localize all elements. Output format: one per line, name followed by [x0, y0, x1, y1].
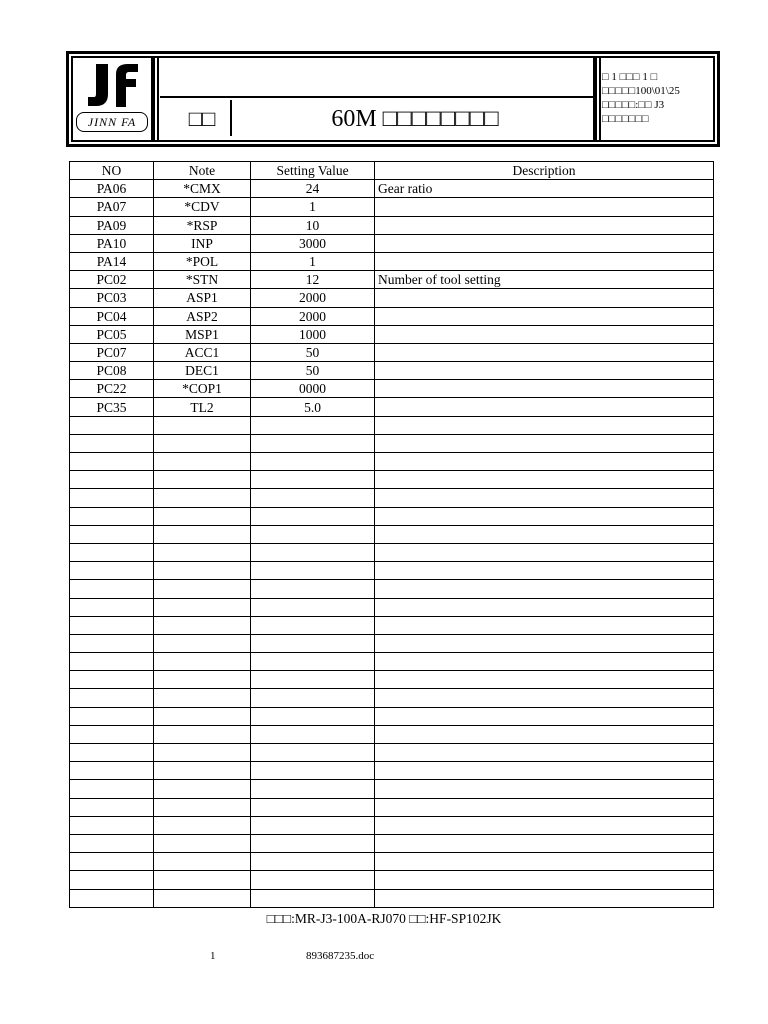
cell-note	[154, 416, 251, 434]
cell-description	[375, 725, 714, 743]
cell-description	[375, 198, 714, 216]
cell-setting-value	[251, 834, 375, 852]
cell-description	[375, 289, 714, 307]
cell-note	[154, 671, 251, 689]
info-line: □□□□□:□□ J3	[602, 99, 665, 111]
table-row-empty	[70, 580, 714, 598]
cell-description	[375, 216, 714, 234]
table-row-empty	[70, 471, 714, 489]
cell-note: MSP1	[154, 325, 251, 343]
table-row-empty	[70, 453, 714, 471]
cell-description	[375, 834, 714, 852]
table-row	[70, 343, 714, 361]
cell-note	[154, 798, 251, 816]
table-row-empty	[70, 434, 714, 452]
table-row	[70, 198, 714, 216]
cell-note: *CMX	[154, 180, 251, 198]
dept-separator	[230, 100, 232, 136]
cell-note	[154, 453, 251, 471]
cell-note	[154, 725, 251, 743]
cell-note: ASP2	[154, 307, 251, 325]
cell-no	[70, 634, 154, 652]
cell-note: *POL	[154, 252, 251, 270]
cell-note	[154, 762, 251, 780]
table-row-empty	[70, 689, 714, 707]
table-header-row	[70, 162, 714, 180]
cell-no	[70, 416, 154, 434]
cell-setting-value	[251, 453, 375, 471]
cell-description	[375, 398, 714, 416]
cell-setting-value	[251, 616, 375, 634]
header-setting-value: Setting Value	[251, 162, 375, 180]
cell-description	[375, 489, 714, 507]
cell-note: *COP1	[154, 380, 251, 398]
cell-note: *RSP	[154, 216, 251, 234]
cell-setting-value	[251, 634, 375, 652]
table-row-empty	[70, 834, 714, 852]
cell-setting-value	[251, 689, 375, 707]
cell-setting-value	[251, 780, 375, 798]
info-line: □□□□□□□	[602, 113, 649, 125]
cell-note	[154, 598, 251, 616]
cell-no	[70, 689, 154, 707]
cell-no	[70, 562, 154, 580]
cell-no: PC35	[70, 398, 154, 416]
cell-no	[70, 616, 154, 634]
cell-setting-value: 24	[251, 180, 375, 198]
document-info-block	[602, 70, 712, 126]
cell-description	[375, 307, 714, 325]
cell-no: PA07	[70, 198, 154, 216]
info-line: □ 1 □□□ 1 □	[602, 71, 658, 83]
cell-no: PC08	[70, 362, 154, 380]
cell-no	[70, 598, 154, 616]
cell-no	[70, 725, 154, 743]
table-row-empty	[70, 562, 714, 580]
cell-note	[154, 889, 251, 907]
cell-note: DEC1	[154, 362, 251, 380]
cell-no	[70, 853, 154, 871]
cell-description	[375, 343, 714, 361]
model-info: □□□:MR-J3-100A-RJ070 □□:HF-SP102JK	[266, 911, 502, 926]
cell-note	[154, 616, 251, 634]
cell-note: *STN	[154, 271, 251, 289]
table-row	[70, 216, 714, 234]
cell-description	[375, 325, 714, 343]
table-row	[70, 325, 714, 343]
table-row-empty	[70, 725, 714, 743]
cell-setting-value	[251, 416, 375, 434]
cell-setting-value: 50	[251, 343, 375, 361]
table-row-empty	[70, 598, 714, 616]
cell-setting-value: 1	[251, 198, 375, 216]
cell-description	[375, 598, 714, 616]
table-row	[70, 362, 714, 380]
cell-note	[154, 471, 251, 489]
cell-note: ACC1	[154, 343, 251, 361]
cell-no	[70, 816, 154, 834]
cell-setting-value: 50	[251, 362, 375, 380]
cell-note: *CDV	[154, 198, 251, 216]
cell-description	[375, 380, 714, 398]
cell-description	[375, 562, 714, 580]
table-row	[70, 289, 714, 307]
cell-no	[70, 525, 154, 543]
table-row-empty	[70, 543, 714, 561]
header-description: Description	[375, 162, 714, 180]
cell-no	[70, 834, 154, 852]
cell-description	[375, 434, 714, 452]
cell-setting-value	[251, 543, 375, 561]
cell-description	[375, 580, 714, 598]
table-row-empty	[70, 634, 714, 652]
cell-description	[375, 525, 714, 543]
table-row-empty	[70, 853, 714, 871]
cell-setting-value: 0000	[251, 380, 375, 398]
header-note: Note	[154, 162, 251, 180]
table-row	[70, 380, 714, 398]
cell-setting-value	[251, 725, 375, 743]
cell-no	[70, 489, 154, 507]
cell-setting-value	[251, 562, 375, 580]
cell-note	[154, 634, 251, 652]
cell-description	[375, 762, 714, 780]
table-row	[70, 180, 714, 198]
cell-description	[375, 889, 714, 907]
cell-no: PC05	[70, 325, 154, 343]
cell-note	[154, 780, 251, 798]
cell-setting-value	[251, 889, 375, 907]
cell-note	[154, 543, 251, 561]
table-row-empty	[70, 616, 714, 634]
cell-setting-value: 2000	[251, 289, 375, 307]
cell-setting-value	[251, 471, 375, 489]
table-row-empty	[70, 671, 714, 689]
table-row	[70, 271, 714, 289]
cell-setting-value	[251, 598, 375, 616]
info-line: □□□□□100\01\25	[602, 85, 680, 97]
cell-description	[375, 616, 714, 634]
cell-note	[154, 853, 251, 871]
cell-description	[375, 744, 714, 762]
cell-note	[154, 707, 251, 725]
table-row-empty	[70, 525, 714, 543]
cell-note	[154, 434, 251, 452]
cell-no	[70, 471, 154, 489]
cell-setting-value: 10	[251, 216, 375, 234]
cell-setting-value	[251, 671, 375, 689]
info-separator	[593, 56, 597, 142]
table-row	[70, 252, 714, 270]
cell-no	[70, 434, 154, 452]
cell-description	[375, 416, 714, 434]
cell-note	[154, 507, 251, 525]
cell-no	[70, 780, 154, 798]
cell-setting-value	[251, 434, 375, 452]
page-number: 1	[210, 950, 216, 962]
cell-no	[70, 671, 154, 689]
cell-no: PC03	[70, 289, 154, 307]
cell-no	[70, 798, 154, 816]
cell-note: INP	[154, 234, 251, 252]
cell-no: PA14	[70, 252, 154, 270]
cell-description	[375, 871, 714, 889]
cell-description	[375, 671, 714, 689]
cell-no	[70, 889, 154, 907]
logo-separator-thin	[157, 56, 159, 142]
cell-setting-value: 3000	[251, 234, 375, 252]
cell-description	[375, 471, 714, 489]
cell-no: PC07	[70, 343, 154, 361]
cell-note	[154, 744, 251, 762]
cell-description	[375, 689, 714, 707]
cell-description	[375, 453, 714, 471]
cell-note: TL2	[154, 398, 251, 416]
table-row	[70, 307, 714, 325]
cell-no	[70, 871, 154, 889]
cell-setting-value	[251, 762, 375, 780]
table-row-empty	[70, 798, 714, 816]
cell-setting-value	[251, 653, 375, 671]
table-row-empty	[70, 416, 714, 434]
cell-setting-value	[251, 525, 375, 543]
table-row	[70, 234, 714, 252]
cell-note	[154, 689, 251, 707]
cell-setting-value	[251, 744, 375, 762]
jf-logo-icon	[82, 60, 142, 110]
table-row-empty	[70, 653, 714, 671]
cell-note	[154, 871, 251, 889]
cell-description	[375, 362, 714, 380]
cell-no	[70, 453, 154, 471]
cell-no	[70, 507, 154, 525]
info-separator-thin	[599, 56, 601, 142]
logo-text: JINN FA	[76, 112, 148, 132]
cell-no: PA10	[70, 234, 154, 252]
cell-description: Number of tool setting	[375, 271, 714, 289]
parameter-table	[69, 161, 714, 908]
cell-setting-value: 5.0	[251, 398, 375, 416]
cell-setting-value	[251, 853, 375, 871]
cell-no: PC04	[70, 307, 154, 325]
cell-description: Gear ratio	[375, 180, 714, 198]
table-row-empty	[70, 816, 714, 834]
cell-no	[70, 580, 154, 598]
title-top-line	[160, 96, 596, 98]
cell-setting-value	[251, 871, 375, 889]
cell-description	[375, 234, 714, 252]
table-row-empty	[70, 762, 714, 780]
cell-note	[154, 653, 251, 671]
cell-description	[375, 853, 714, 871]
document-title: 60M □□□□□□□□	[331, 106, 499, 132]
file-name: 893687235.doc	[306, 950, 375, 962]
cell-note	[154, 525, 251, 543]
company-logo	[76, 60, 148, 136]
cell-no: PC22	[70, 380, 154, 398]
header-no: NO	[70, 162, 154, 180]
cell-setting-value	[251, 489, 375, 507]
cell-no	[70, 543, 154, 561]
cell-description	[375, 780, 714, 798]
cell-description	[375, 653, 714, 671]
cell-description	[375, 707, 714, 725]
cell-note	[154, 834, 251, 852]
cell-no: PA06	[70, 180, 154, 198]
table-row-empty	[70, 871, 714, 889]
cell-note	[154, 562, 251, 580]
table-body	[70, 180, 714, 908]
cell-setting-value	[251, 507, 375, 525]
cell-note	[154, 580, 251, 598]
cell-description	[375, 816, 714, 834]
cell-note	[154, 816, 251, 834]
table-row	[70, 398, 714, 416]
cell-setting-value: 1000	[251, 325, 375, 343]
table-row-empty	[70, 780, 714, 798]
cell-no: PC02	[70, 271, 154, 289]
cell-description	[375, 634, 714, 652]
cell-setting-value	[251, 798, 375, 816]
department-label: □□	[188, 106, 216, 131]
cell-no	[70, 707, 154, 725]
table-row-empty	[70, 507, 714, 525]
table-row-empty	[70, 744, 714, 762]
cell-setting-value	[251, 707, 375, 725]
cell-no	[70, 744, 154, 762]
cell-description	[375, 798, 714, 816]
cell-no: PA09	[70, 216, 154, 234]
logo-separator	[151, 56, 155, 142]
cell-note: ASP1	[154, 289, 251, 307]
cell-setting-value	[251, 580, 375, 598]
cell-setting-value	[251, 816, 375, 834]
cell-setting-value: 2000	[251, 307, 375, 325]
table-row-empty	[70, 489, 714, 507]
cell-description	[375, 252, 714, 270]
table-row-empty	[70, 889, 714, 907]
cell-setting-value: 12	[251, 271, 375, 289]
table-row-empty	[70, 707, 714, 725]
cell-note	[154, 489, 251, 507]
cell-setting-value: 1	[251, 252, 375, 270]
cell-no	[70, 762, 154, 780]
cell-no	[70, 653, 154, 671]
cell-description	[375, 507, 714, 525]
cell-description	[375, 543, 714, 561]
